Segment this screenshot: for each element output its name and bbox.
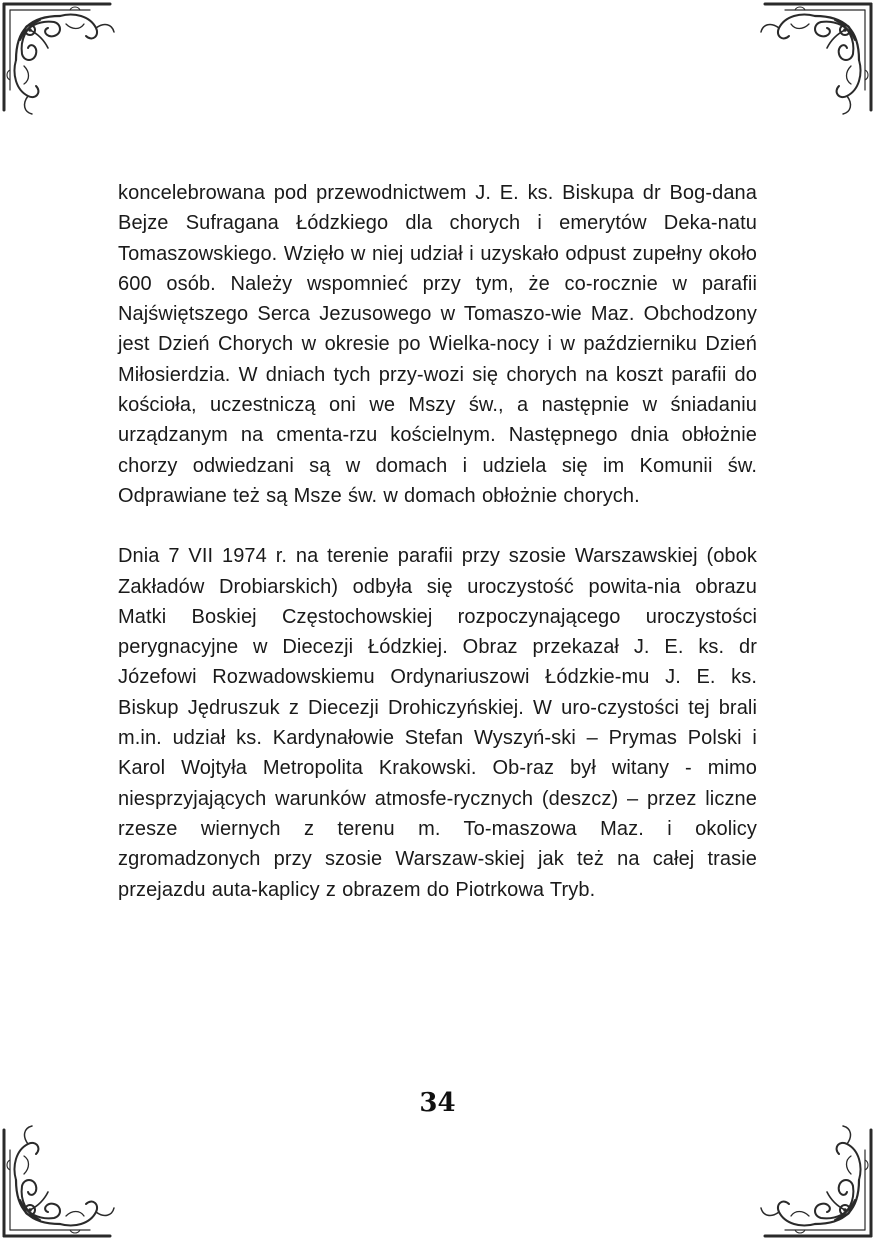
text-line: uroczystości perygnacyjne w Diecezji Łódzkiej. Obraz przekazał <box>118 605 757 659</box>
text-line: nocy i w październiku Dzień Miłosierdzia. W dniach tych przy- <box>118 333 757 386</box>
text-line: (obok Zakładów Drobiarskich) odbyła się uroczystość powita- <box>118 545 757 598</box>
text-line: zupełny około 600 osób. Należy wspomnieć przy tym, że co- <box>118 242 757 295</box>
paragraph-2 <box>118 541 757 905</box>
page-number: 34 <box>419 1088 456 1118</box>
text-line: rycznych (deszcz) – przez liczne rzesze wiernych z terenu m. To- <box>118 787 757 840</box>
text-line: wie Maz. Obchodzony jest Dzień Chorych w okresie po Wielka- <box>118 303 757 356</box>
text-line: raz był witany - mimo niesprzyjających warunków atmosfe- <box>118 757 757 810</box>
baroque-scroll-corner-icon <box>757 0 875 118</box>
text-line: czystości tej brali m.in. udział ks. Kardynałowie Stefan Wyszyń- <box>118 696 757 750</box>
baroque-scroll-corner-icon <box>757 1122 875 1240</box>
text-line: ski – Prymas Polski i Karol Wojtyła Metropolita Krakowski. Ob- <box>118 727 757 780</box>
text-line: Dnia 7 VII 1974 r. na terenie parafii przy szosie Warszawskiej <box>118 545 698 568</box>
corner-ornament-bottom-left <box>0 1122 118 1240</box>
text-line: rocznie w parafii Najświętszego Serca Jezusowego w Tomaszo- <box>118 272 757 326</box>
text-line: do Piotrkowa Tryb. <box>426 878 596 901</box>
text-line: są w domach i udziela się im Komunii św. Odprawiane też <box>118 454 757 507</box>
corner-ornament-top-right <box>757 0 875 118</box>
text-line: J. E. ks. dr Józefowi Rozwadowskiemu Ordynariuszowi Łódzkie- <box>118 636 757 689</box>
text-line: koncelebrowana pod przewodnictwem J. E. ks. Biskupa dr Bog- <box>118 182 713 204</box>
corner-ornament-top-left <box>0 0 118 118</box>
page-body <box>118 178 757 905</box>
text-line: natu Tomaszowskiego. Wzięło w niej udział i uzyskało odpust <box>118 212 757 265</box>
text-line: wozi się chorych na koszt parafii do kościoła, uczestniczą oni <box>118 363 757 417</box>
text-line: we Mszy św., a następnie w śniadaniu urządzanym na cmenta- <box>118 394 757 447</box>
baroque-scroll-corner-icon <box>0 0 118 118</box>
text-line: maszowa Maz. i okolicy zgromadzonych przy szosie Warszaw- <box>118 817 757 871</box>
text-line: nia obrazu Matki Boskiej Częstochowskiej rozpoczynającego <box>118 575 757 628</box>
text-line: dana Bejze Sufragana Łódzkiego dla chorych i emerytów Deka- <box>118 182 757 235</box>
text-line: rzu kościelnym. Następnego dnia obłożnie chorzy odwiedzani <box>118 424 757 477</box>
paragraph-1 <box>118 178 757 511</box>
text-line: mu J. E. ks. Biskup Jędruszuk z Diecezji Drohiczyńskiej. W uro- <box>118 666 757 719</box>
text-line: skiej jak też na całej trasie przejazdu auta-kaplicy z obrazem <box>118 848 757 901</box>
corner-ornament-bottom-right <box>757 1122 875 1240</box>
baroque-scroll-corner-icon <box>0 1122 118 1240</box>
text-line: są Msze św. w domach obłożnie chorych. <box>266 484 640 507</box>
